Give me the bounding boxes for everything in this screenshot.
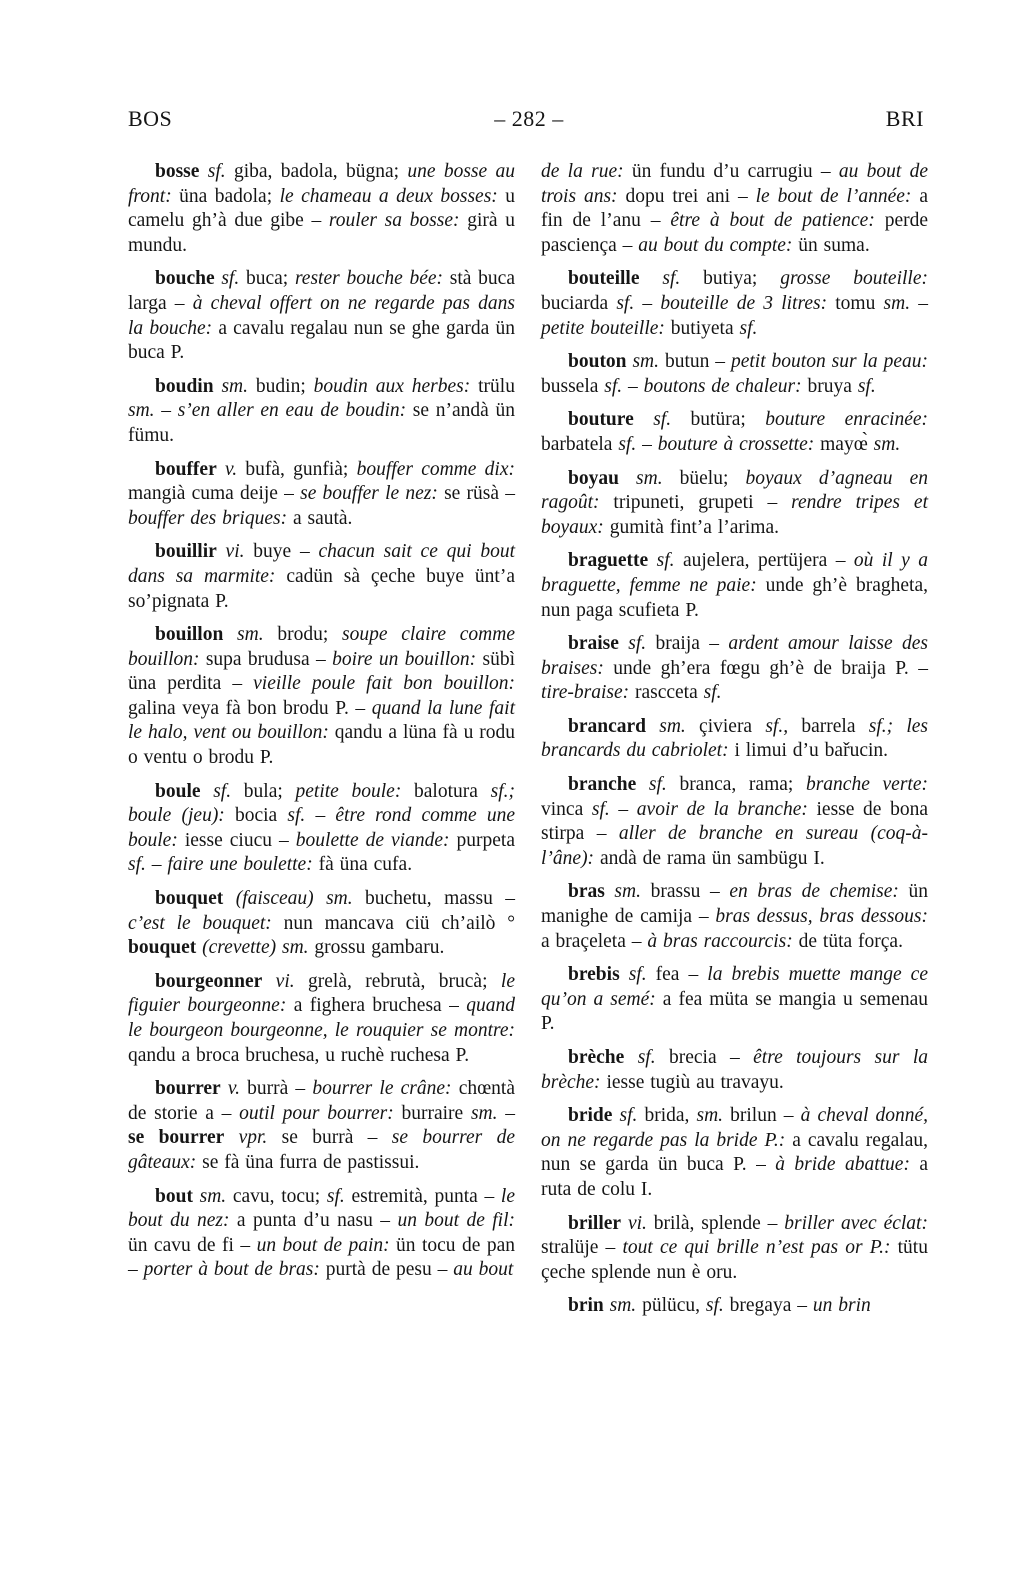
translation-text: fà üna cufa. — [318, 854, 413, 876]
translation-text: üna badola; — [179, 185, 280, 207]
translation-text: buciarda — [541, 292, 617, 314]
italic-text: tout ce qui brille n’est pas or P.: — [622, 1237, 898, 1259]
translation-text: bocia — [234, 805, 288, 827]
translation-text: tomu — [835, 292, 884, 314]
translation-text: chœntà de storie a – — [128, 1078, 515, 1124]
header-left-guideword: BOS — [128, 106, 173, 131]
italic-text: sf. — [619, 964, 656, 986]
translation-text: se fà üna furra de pastissui. — [202, 1151, 420, 1173]
italic-text: à bras raccourcis: — [647, 930, 799, 952]
translation-text: estremità, punta – — [351, 1185, 501, 1207]
text-columns — [128, 160, 928, 1328]
header-page-number: – 282 – — [494, 106, 564, 131]
italic-text: bouffer des briques: — [128, 507, 293, 529]
translation-text: cavu, tocu; — [232, 1185, 327, 1207]
italic-text: bouffer comme dix: — [356, 458, 515, 480]
dictionary-entry — [541, 632, 928, 706]
italic-text: un brin — [812, 1295, 871, 1317]
italic-text: boulette de viande: — [295, 829, 457, 851]
translation-text: se burrà – — [281, 1127, 392, 1149]
translation-text: pülücu, — [642, 1295, 706, 1317]
italic-text: au bout du compte: — [638, 234, 799, 256]
italic-text: vi. — [262, 970, 309, 992]
headword: boyau — [568, 467, 619, 489]
italic-text: bouteille de 3 litres: — [660, 292, 836, 314]
italic-text: tire-braise: — [541, 682, 635, 704]
dictionary-entry — [128, 1077, 515, 1175]
italic-text: sf. — [703, 682, 722, 704]
translation-text: galina veya fà bon brodu P. – — [128, 697, 372, 719]
headword: boule — [155, 780, 201, 802]
headword: bouton — [568, 351, 627, 373]
translation-text: qandu a broca bruchesa, u ruchè ruchesa P. — [128, 1044, 470, 1066]
headword: braise — [568, 633, 619, 655]
translation-text: – — [634, 292, 661, 314]
italic-text: le bout de l’année: — [755, 185, 920, 207]
italic-text: grosse bouteille: — [780, 268, 928, 290]
italic-text: se bourrer de gâteaux: — [128, 1127, 515, 1173]
translation-text: tütu çeche splende nun è oru. — [541, 1237, 928, 1283]
italic-text: la brebis muette mange ce qu’on a semé: — [541, 964, 928, 1010]
translation-text: balotura — [414, 780, 491, 802]
translation-text: bufà, gunfià; — [245, 458, 357, 480]
dictionary-entry — [541, 350, 928, 399]
translation-text: unde gh’è bragheta, nun paga scufieta P. — [541, 574, 928, 621]
italic-text: boudin aux herbes: — [313, 375, 479, 397]
dictionary-entry — [541, 715, 928, 764]
italic-text: sf. — [618, 433, 637, 455]
dictionary-entry — [128, 887, 515, 961]
italic-text: être rond comme une boule: — [128, 805, 515, 851]
dictionary-entry — [541, 467, 928, 541]
italic-text: à cheval offert on ne regarde pas dans la bouche: — [128, 292, 515, 339]
translation-text: barrela — [788, 715, 869, 737]
dictionary-entry — [128, 1185, 515, 1283]
italic-text: bourrer le crâne: — [312, 1078, 459, 1100]
dictionary-entry — [541, 267, 928, 341]
translation-text: purpeta — [456, 829, 515, 851]
translation-text: brilun – — [723, 1105, 801, 1127]
italic-text: rouler sa bosse: — [328, 210, 468, 232]
translation-text: ün fundu d’u carrugiu – — [631, 161, 839, 182]
translation-text: i limui d’u bařucin. — [734, 740, 889, 762]
translation-text: büelu; — [679, 467, 746, 489]
italic-text: sf. — [639, 268, 704, 290]
translation-text: a sautà. — [292, 507, 353, 529]
italic-text: de la rue: — [541, 161, 632, 182]
translation-text: girà u mundu. — [128, 210, 515, 256]
translation-text: mayœ̀ — [820, 433, 874, 455]
italic-text: faire une boulette: — [167, 854, 319, 876]
headword: branche — [568, 774, 637, 796]
dictionary-entry — [128, 970, 515, 1068]
translation-text: burrà – — [247, 1078, 313, 1100]
italic-text: sf. — [857, 375, 876, 397]
italic-text: sm. — [470, 1102, 498, 1124]
translation-text: a ruta de colu I. — [541, 1154, 928, 1200]
italic-text: v. — [220, 1078, 248, 1100]
italic-text: une bosse au front: — [128, 161, 515, 207]
italic-text: au bout — [453, 1259, 514, 1281]
italic-text: petite bouteille: — [541, 317, 671, 339]
header-right-guideword: BRI — [885, 106, 924, 131]
translation-text: sübì üna perdita – — [128, 648, 516, 695]
italic-text: sm. — [192, 1185, 233, 1207]
translation-text: se rüsà – — [444, 483, 515, 505]
italic-text: (faisceau) sm. — [223, 888, 366, 910]
italic-text: en bras de chemise: — [729, 881, 909, 903]
italic-text: le figuier bourgeonne: — [128, 970, 515, 1017]
translation-text: brida, — [644, 1105, 697, 1127]
headword: brancard — [568, 715, 646, 737]
translation-text: stà buca larga – — [128, 268, 515, 314]
headword: bouture — [568, 409, 634, 431]
translation-text: a braçeleta – — [541, 930, 648, 952]
italic-text: sm. — [618, 467, 680, 489]
translation-text: de tüta força. — [798, 930, 903, 952]
translation-text: branca, rama; — [679, 774, 806, 796]
italic-text: sf. — [200, 780, 244, 802]
translation-text: perde pasciença – — [541, 210, 928, 256]
italic-text: boire un bouillon: — [332, 648, 483, 670]
italic-text: sm. — [604, 881, 651, 903]
headword: bosse — [155, 161, 200, 182]
translation-text: fea – — [655, 964, 708, 986]
italic-text: outil pour bourrer: — [239, 1102, 402, 1124]
italic-text: où il y a braguette, femme ne paie: — [541, 550, 928, 596]
headword: se bourrer — [128, 1127, 225, 1149]
dictionary-entry — [541, 408, 928, 457]
translation-text: ün suma. — [798, 234, 870, 256]
italic-text: ardent amour laisse des braises: — [541, 633, 928, 679]
translation-text: supa brudusa – — [205, 648, 333, 670]
italic-text: sf. — [636, 774, 680, 796]
translation-text: vinca — [541, 798, 592, 820]
translation-text: – — [154, 400, 178, 422]
italic-text: sf. — [591, 798, 610, 820]
translation-text: – — [636, 433, 658, 455]
dictionary-entry — [541, 1294, 928, 1319]
translation-text: çiviera — [699, 715, 766, 737]
translation-text: bregaya – — [729, 1295, 813, 1317]
translation-text: dopu trei ani – — [625, 185, 756, 207]
translation-text: a punta d’u nasu – — [236, 1210, 398, 1232]
translation-text: buye – — [253, 541, 319, 563]
headword: bouillir — [155, 541, 217, 563]
italic-text: sf. — [199, 161, 234, 182]
italic-text: quand la lune fait le halo, vent ou bouillon: — [128, 697, 515, 744]
italic-text: porter à bout de bras: — [143, 1259, 326, 1281]
translation-text: unde gh’era fœgu gh’è de braija P. – — [613, 657, 928, 679]
translation-text: aujelera, pertüjera – — [682, 550, 854, 572]
italic-text: sf. — [326, 1185, 352, 1207]
headword: boudin — [155, 375, 214, 397]
dictionary-entry — [128, 623, 515, 771]
translation-text: a fin de l’anu – — [541, 185, 928, 232]
italic-text: sm. — [223, 624, 278, 646]
translation-text: mangià cuma deije – — [128, 483, 301, 505]
italic-text: à bride abattue: — [775, 1154, 920, 1176]
translation-text: bussela — [541, 375, 605, 397]
italic-text: sf. — [705, 1295, 730, 1317]
translation-text: brecia – — [668, 1047, 754, 1068]
translation-text: braija – — [655, 633, 729, 655]
italic-text: s’en aller en eau de boudin: — [177, 400, 413, 422]
headword: bouche — [155, 268, 215, 290]
translation-text: a fea müta se mangia u semenau P. — [541, 988, 929, 1035]
italic-text: sf. — [287, 805, 306, 827]
right-column — [541, 160, 928, 1328]
italic-text: sm. — [128, 400, 155, 422]
translation-text: se n’andà ün fümu. — [128, 400, 515, 446]
translation-text: a cavalu regalau, nun se garda ün buca P. – — [541, 1129, 928, 1176]
translation-text: – — [622, 375, 644, 397]
italic-text: bras dessus, bras dessous: — [715, 906, 928, 928]
italic-text: rendre tripes et boyaux: — [541, 492, 928, 538]
translation-text: barbatela — [541, 433, 619, 455]
translation-text: butiya; — [703, 268, 781, 290]
translation-text: nun mancava ciü ch’ailò ° — [283, 912, 515, 934]
italic-text: sm. — [883, 292, 911, 314]
italic-text: sf. — [648, 550, 683, 572]
headword: bras — [568, 881, 605, 903]
italic-text: petit bouton sur la peau: — [730, 351, 928, 373]
translation-text: buchetu, massu – — [365, 888, 515, 910]
italic-text: sf. — [739, 317, 758, 339]
entry-continuation — [541, 160, 928, 258]
italic-text: sf. — [214, 268, 246, 290]
page-header — [128, 106, 924, 132]
headword: bride — [568, 1105, 613, 1127]
italic-text: aller de branche en sureau (coq-à-l’âne): — [541, 823, 928, 869]
dictionary-entry — [128, 375, 515, 449]
italic-text: bouture à crossette: — [657, 433, 821, 455]
italic-text: (crevette) sm. — [196, 937, 315, 959]
dictionary-entry — [128, 540, 515, 614]
italic-text: boyaux d’agneau en ragoût: — [541, 467, 928, 514]
translation-text: purtà de pesu – — [325, 1259, 454, 1281]
headword: bouteille — [568, 268, 640, 290]
dictionary-entry — [128, 780, 515, 878]
translation-text: buca; — [245, 268, 295, 290]
translation-text: stralüje – — [541, 1237, 623, 1259]
headword: braguette — [568, 550, 649, 572]
italic-text: chacun sait ce qui bout dans sa marmite: — [128, 541, 516, 587]
translation-text: bruya — [807, 375, 858, 397]
headword: bouffer — [155, 458, 217, 480]
translation-text: burraire — [401, 1102, 471, 1124]
translation-text: qandu a lüna fà u rodu o ventu o brodu P. — [128, 722, 515, 769]
translation-text: – — [145, 854, 168, 876]
italic-text: briller avec éclat: — [784, 1212, 928, 1234]
italic-text: rester bouche bée: — [294, 268, 450, 290]
translation-text: a fighera bruchesa – — [293, 995, 467, 1017]
italic-text: au bout de trois ans: — [541, 161, 928, 207]
translation-text: tripuneti, grupeti – — [613, 492, 792, 514]
dictionary-entry — [541, 1104, 928, 1202]
translation-text: grelà, rebrutà, brucà; — [308, 970, 501, 992]
dictionary-entry — [128, 160, 515, 258]
italic-text: sf.; les brancards du cabriolet: — [541, 715, 929, 762]
italic-text: le bout du nez: — [128, 1185, 515, 1232]
translation-text: – — [305, 805, 336, 827]
left-column — [128, 160, 515, 1328]
italic-text: sm. — [213, 375, 256, 397]
italic-text: bouture enracinée: — [765, 409, 928, 431]
italic-text: sf. — [128, 854, 146, 876]
headword: bourrer — [155, 1078, 221, 1100]
translation-text: iesse tugiù au travayu. — [606, 1071, 784, 1093]
translation-text: rascceta — [634, 682, 704, 704]
italic-text: branche verte: — [805, 774, 928, 796]
translation-text: – — [497, 1102, 515, 1124]
translation-text: grossu gambaru. — [314, 937, 445, 959]
translation-text: ün manighe de camija – — [541, 881, 928, 928]
translation-text: trülu — [478, 375, 515, 397]
headword: brin — [568, 1295, 604, 1317]
headword: brebis — [568, 964, 620, 986]
italic-text: sf.; boule (jeu): — [128, 780, 515, 827]
translation-text: butun – — [664, 351, 731, 373]
translation-text: giba, badola, bügna; — [233, 161, 408, 182]
translation-text: ün cavu de fi – — [128, 1234, 257, 1256]
italic-text: sm. — [646, 715, 700, 737]
translation-text: ün tocu de pan – — [128, 1234, 515, 1281]
italic-text: v. — [216, 458, 246, 480]
translation-text: iesse ciucu – — [184, 829, 296, 851]
headword: bourgeonner — [155, 970, 263, 992]
translation-text: brilà, splende – — [653, 1212, 785, 1234]
italic-text: être à bout de patience: — [670, 210, 885, 232]
dictionary-entry — [541, 773, 928, 871]
italic-text: un bout de pain: — [256, 1234, 397, 1256]
italic-text: sf. — [624, 1047, 669, 1068]
headword: briller — [568, 1212, 622, 1234]
translation-text: u camelu gh’à due gibe – — [128, 185, 515, 232]
italic-text: soupe claire comme bouillon: — [128, 624, 515, 670]
headword: bouquet — [155, 888, 224, 910]
italic-text: vpr. — [224, 1127, 282, 1149]
dictionary-entry — [128, 458, 515, 532]
translation-text: a cavalu regalau nun se ghe garda ün buca P. — [128, 317, 515, 364]
translation-text: brassu – — [650, 881, 730, 903]
italic-text: sm. — [603, 1295, 643, 1317]
translation-text: – — [609, 798, 637, 820]
italic-text: à cheval donné, on ne regarde pas la bride P.: — [541, 1105, 928, 1151]
italic-text: le chameau a deux bosses: — [279, 185, 506, 207]
headword: brèche — [568, 1047, 625, 1068]
headword: bouillon — [155, 624, 224, 646]
headword: bouquet — [128, 937, 197, 959]
italic-text: un bout de fil: — [397, 1210, 516, 1232]
italic-text: se bouffer le nez: — [300, 483, 445, 505]
italic-text: avoir de la branche: — [636, 798, 817, 820]
italic-text: quand le bourgeon bourgeonne, le rouquier se montre: — [128, 995, 515, 1041]
italic-text: sm. — [626, 351, 665, 373]
italic-text: sm. — [873, 433, 901, 455]
translation-text: iesse de bona stirpa – — [541, 798, 928, 845]
translation-text: – — [910, 292, 929, 314]
italic-text: sf. — [604, 375, 623, 397]
dictionary-entry — [541, 1046, 928, 1095]
dictionary-entry — [541, 880, 928, 954]
italic-text: sm. — [696, 1105, 724, 1127]
italic-text: sf. — [616, 292, 635, 314]
translation-text: brodu; — [277, 624, 343, 646]
dictionary-entry — [541, 963, 928, 1037]
translation-text: butiyeta — [670, 317, 740, 339]
dictionary-entry — [541, 549, 928, 623]
italic-text: c’est le bouquet: — [128, 912, 284, 934]
italic-text: sf. — [633, 409, 691, 431]
italic-text: petite boule: — [295, 780, 415, 802]
translation-text: cadün sà çeche buye ünt’a so’pignata P. — [128, 565, 515, 612]
translation-text: bula; — [243, 780, 296, 802]
italic-text: vieille poule fait bon bouillon: — [253, 673, 515, 695]
translation-text: andà de rama ün sambügu I. — [599, 847, 825, 869]
italic-text: vi. — [216, 541, 254, 563]
translation-text: gumità fint’a l’arima. — [609, 516, 779, 538]
italic-text: sf., — [765, 715, 789, 737]
headword: bout — [155, 1185, 193, 1207]
italic-text: être toujours sur la brèche: — [541, 1047, 928, 1093]
italic-text: sf. — [612, 1105, 645, 1127]
dictionary-entry — [128, 267, 515, 365]
italic-text: sf. — [618, 633, 656, 655]
translation-text: butüra; — [690, 409, 766, 431]
dictionary-entry — [541, 1212, 928, 1286]
italic-text: boutons de chaleur: — [643, 375, 808, 397]
italic-text: vi. — [621, 1212, 654, 1234]
translation-text: budin; — [255, 375, 314, 397]
